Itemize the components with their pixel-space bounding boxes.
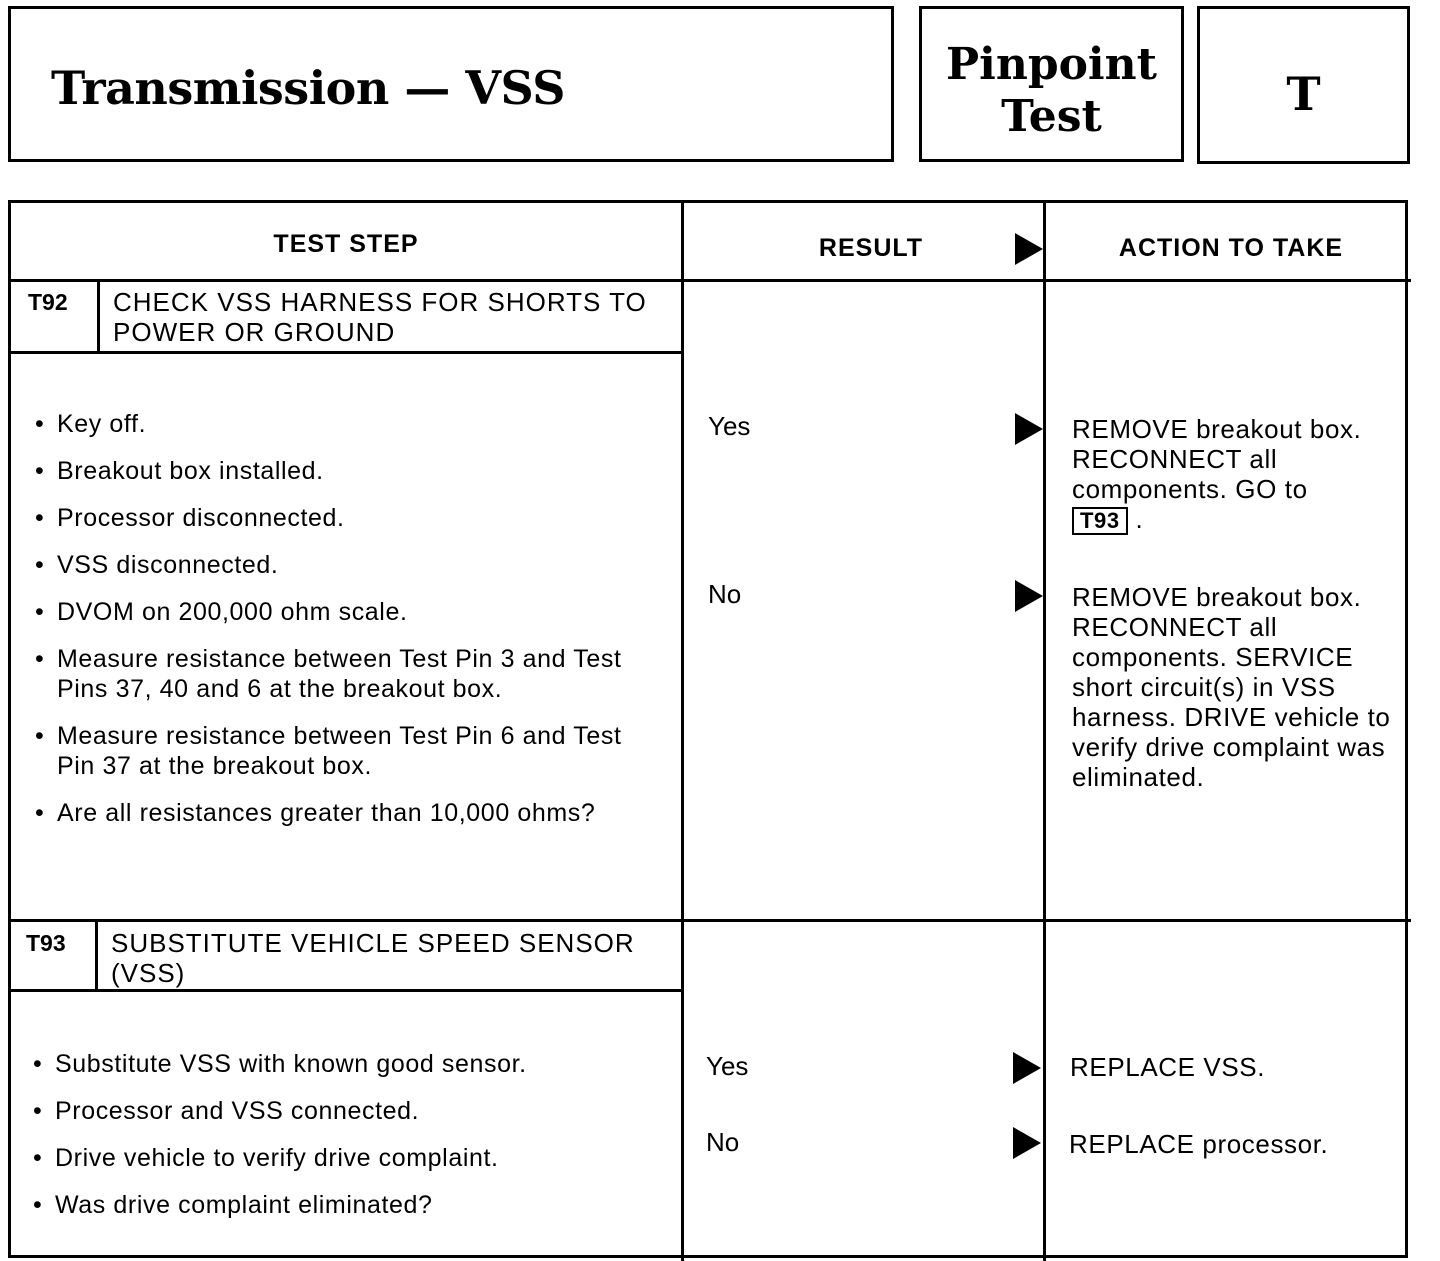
result-arrow-icon <box>1013 1052 1041 1084</box>
bullet-item: • Substitute VSS with known good sensor. <box>33 1049 663 1079</box>
action-text-body: REMOVE breakout box. RECONNECT all components. GO to <box>1072 414 1362 504</box>
test-type-line2: Test <box>1001 91 1102 142</box>
t92-id-divider <box>97 281 100 353</box>
test-code: T <box>1286 67 1321 121</box>
test-type-box <box>919 6 1184 162</box>
column-divider-2 <box>1043 203 1046 1261</box>
step-id: T93 <box>26 930 66 956</box>
result-yes: Yes <box>706 1051 749 1081</box>
pinpoint-table <box>8 200 1408 1258</box>
result-arrow-icon <box>1013 1127 1041 1159</box>
bullet-item: • VSS disconnected. <box>35 550 665 580</box>
action-text <box>1072 414 1392 535</box>
bullet-item: • Processor disconnected. <box>35 503 665 533</box>
page-title: Transmission — VSS <box>51 61 565 115</box>
bullet-item: • Measure resistance between Test Pin 3 and Test Pins 37, 40 and 6 at the breakout box. <box>35 644 665 704</box>
test-type-label <box>922 39 1181 143</box>
bullet-item: • Was drive complaint eliminated? <box>33 1190 663 1220</box>
result-yes: Yes <box>708 411 751 441</box>
row-divider <box>11 919 1411 922</box>
step-title: SUBSTITUTE VEHICLE SPEED SENSOR (VSS) <box>111 928 635 988</box>
action-text-end: . <box>1135 504 1144 534</box>
action-text: REPLACE VSS. <box>1070 1052 1266 1082</box>
t93-id-divider <box>95 921 98 991</box>
bullet-item: • Are all resistances greater than 10,000 ohms? <box>35 798 597 828</box>
result-no: No <box>706 1127 740 1157</box>
bullet-item: • DVOM on 200,000 ohm scale. <box>35 597 665 627</box>
title-box <box>8 6 894 162</box>
result-no: No <box>708 579 742 609</box>
step-reference-t93[interactable]: T93 <box>1072 507 1128 535</box>
header-divider <box>11 279 1411 282</box>
test-code-box <box>1197 6 1410 164</box>
bullet-item: • Breakout box installed. <box>35 456 665 486</box>
header-test-step: TEST STEP <box>273 230 419 258</box>
step-id: T92 <box>28 289 68 315</box>
action-text: REMOVE breakout box. RECONNECT all components. SERVICE short circuit(s) in VSS harness. DRIVE vehicle to verify drive complaint was eliminated. <box>1072 582 1391 792</box>
t92-title-divider <box>11 351 681 354</box>
test-type-line1: Pinpoint <box>946 39 1157 90</box>
bullet-item: • Key off. <box>35 409 665 439</box>
bullet-item: • Measure resistance between Test Pin 6 and Test Pin 37 at the breakout box. <box>35 721 665 781</box>
bullet-item: • Drive vehicle to verify drive complaint. <box>33 1143 663 1173</box>
t93-title-divider <box>11 989 681 992</box>
header-result: RESULT <box>818 234 924 262</box>
header-action: ACTION TO TAKE <box>1118 234 1344 262</box>
result-arrow-icon <box>1015 580 1043 612</box>
bullet-item: • Processor and VSS connected. <box>33 1096 663 1126</box>
step-bullets <box>35 409 665 828</box>
action-text: REPLACE processor. <box>1069 1129 1329 1159</box>
column-divider-1 <box>681 203 684 1261</box>
result-arrow-icon <box>1015 413 1043 445</box>
step-title: CHECK VSS HARNESS FOR SHORTS TO POWER OR GROUND <box>113 287 647 347</box>
header-arrow-icon <box>1015 233 1043 265</box>
step-bullets <box>33 1049 663 1220</box>
